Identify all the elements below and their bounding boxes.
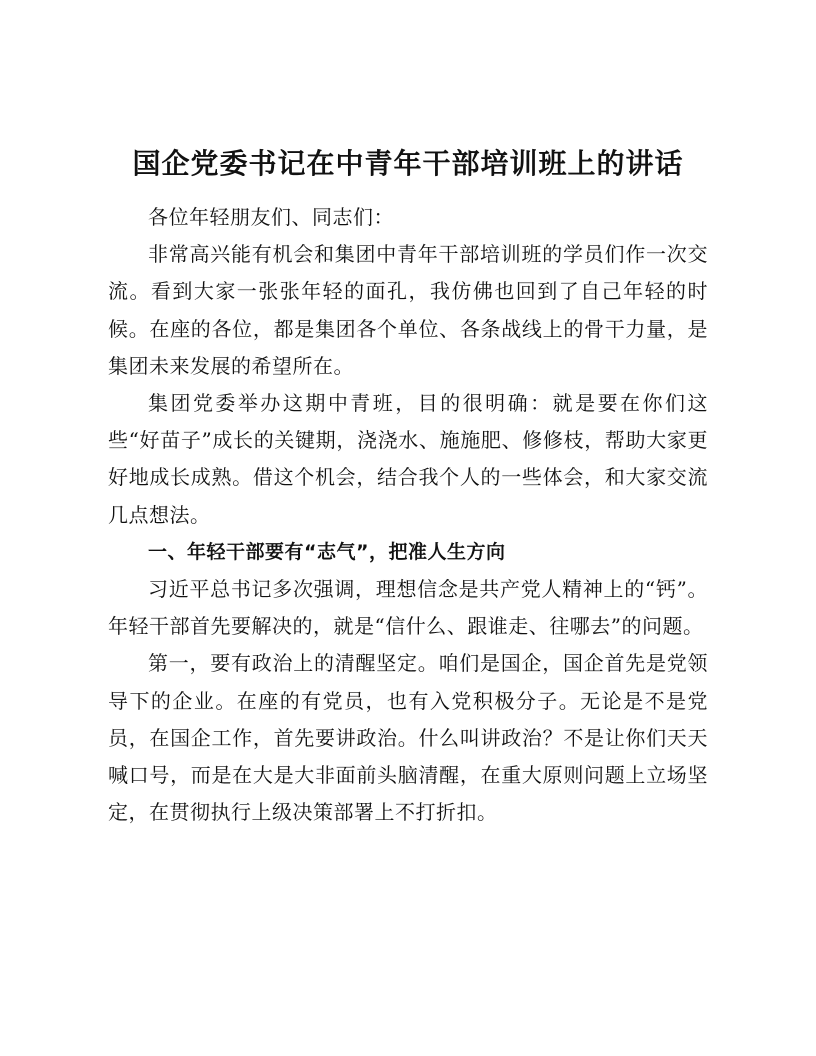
politics-paragraph: 第一，要有政治上的清醒坚定。咱们是国企，国企首先是党领导下的企业。在座的有党员，也有入党积极分子。无论是不是党员，在国企工作，首先要讲政治。什么叫讲政治？不是让你们天天喊口号，而是在大是大非面前头脑清醒，在重大原则问题上立场坚定，在贯彻执行上级决策部署上不打折扣。 xyxy=(108,651,708,825)
document-body xyxy=(108,199,708,831)
intro-paragraph: 非常高兴能有机会和集团中青年干部培训班的学员们作一次交流。看到大家一张张年轻的面孔，我仿佛也回到了自己年轻的时候。在座的各位，都是集团各个单位、各条战线上的骨干力量，是集团未来发展的希望所在。 xyxy=(108,242,708,378)
section-heading-1: 一、年轻干部要有“志气”，把准人生方向 xyxy=(148,540,506,563)
document-title: 国企党委书记在中青年干部培训班上的讲话 xyxy=(132,147,684,180)
salutation-paragraph: 各位年轻朋友们、同志们： xyxy=(148,205,394,229)
purpose-paragraph: 集团党委举办这期中青班，目的很明确：就是要在你们这些“好苗子”成长的关键期，浇浇水、施施肥、修修枝，帮助大家更好地成长成熟。借这个机会，结合我个人的一些体会，和大家交流几点想法。 xyxy=(108,391,708,527)
ideals-paragraph: 习近平总书记多次强调，理想信念是共产党人精神上的“钙”。年轻干部首先要解决的，就是“信什么、跟谁走、往哪去”的问题。 xyxy=(108,577,708,639)
